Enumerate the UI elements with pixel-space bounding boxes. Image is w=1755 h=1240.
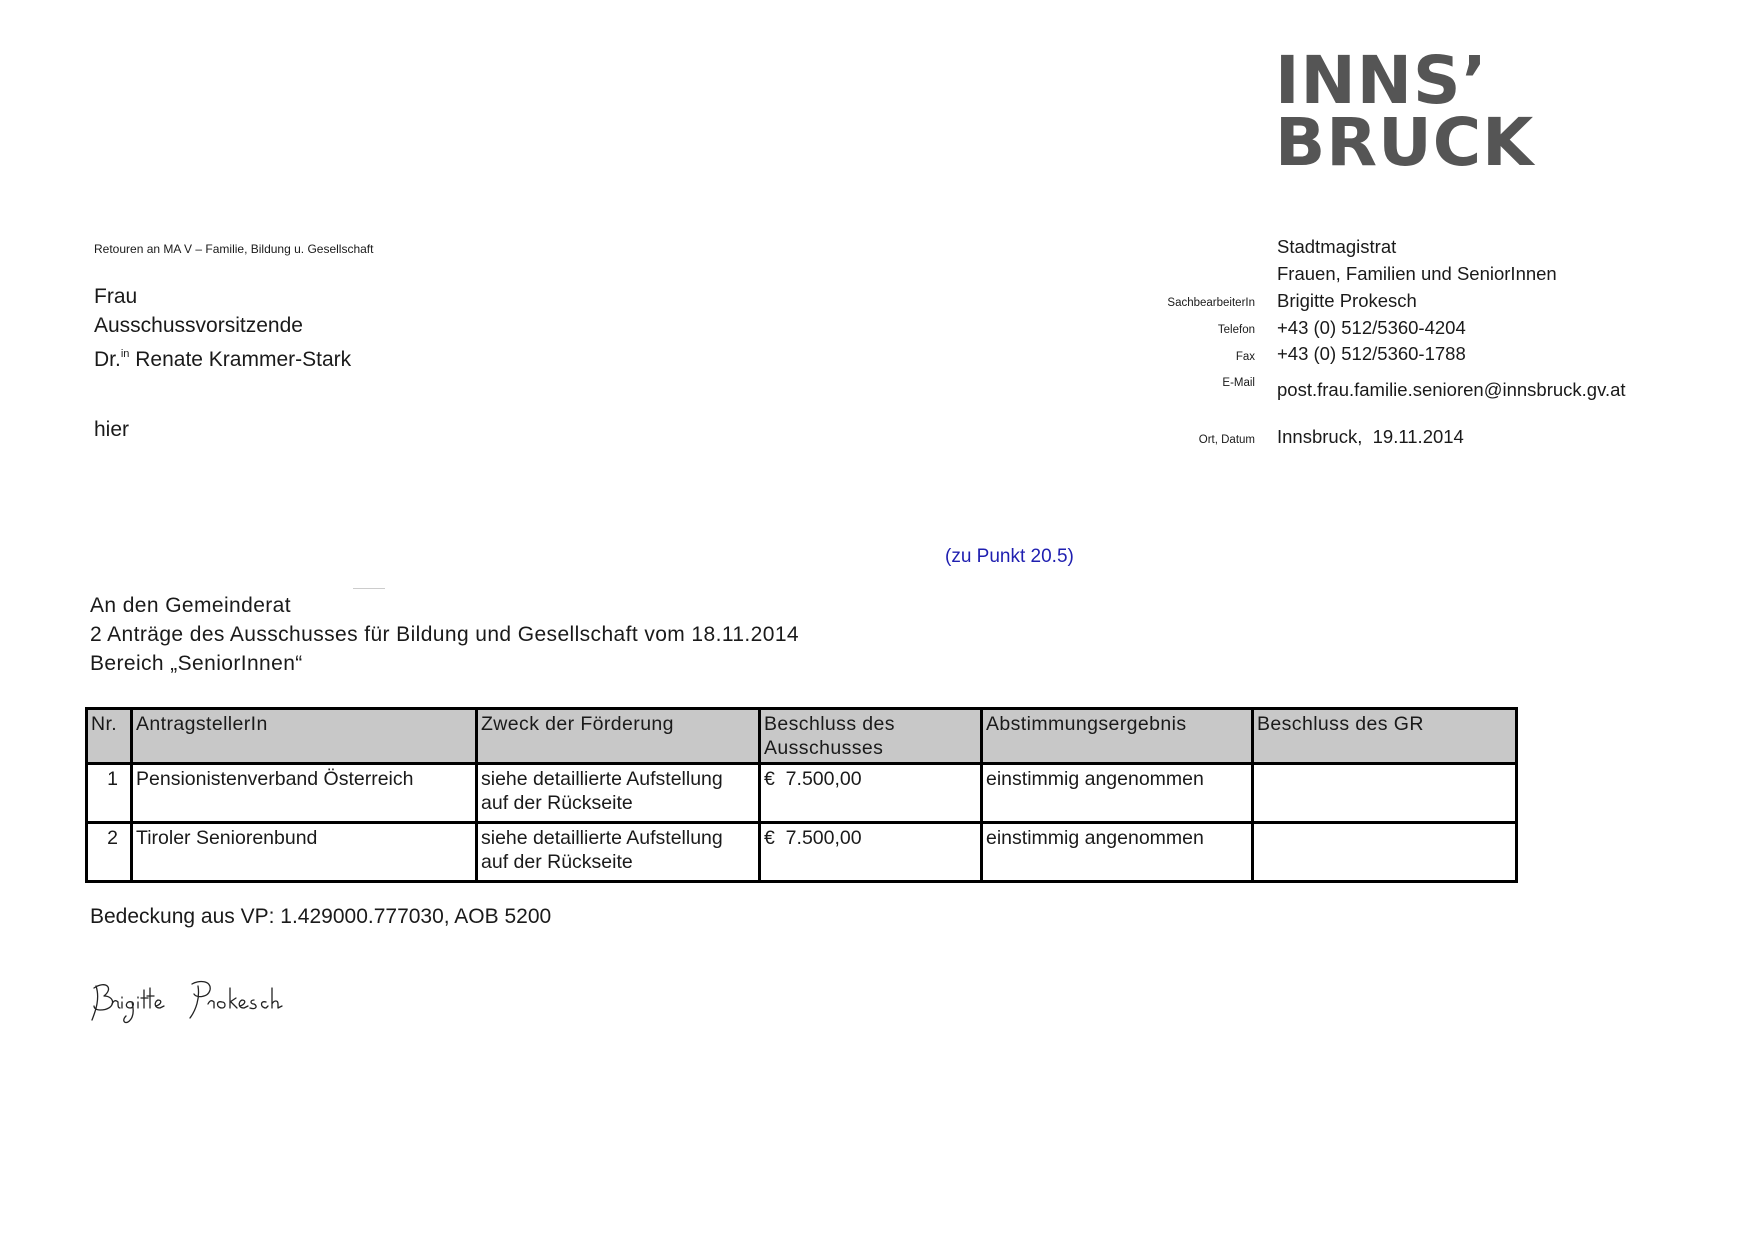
table-row [87,764,1517,823]
email-label: E-Mail [1222,377,1255,389]
header-applicant: AntragstellerIn [132,709,477,764]
cell-council [1253,823,1517,882]
fax-label: Fax [1235,351,1255,363]
header-committee-line-2: Ausschusses [764,737,884,759]
recipient-block [94,282,351,374]
recipient-role: Ausschussvorsitzende [94,314,303,337]
cell-purpose-line-2: auf der Rückseite [481,792,633,814]
cell-purpose [477,764,760,823]
cell-council [1253,764,1517,823]
recipient-title-sup: in [120,348,130,360]
clerk-label: SachbearbeiterIn [1167,297,1255,309]
faint-mark [353,588,385,589]
cell-nr: 1 [87,764,132,823]
logo-line-2: BRUCK [1275,104,1535,181]
cell-applicant: Pensionistenverband Österreich [132,764,477,823]
place-date-label: Ort, Datum [1198,434,1255,446]
cell-vote: einstimmig angenommen [982,764,1253,823]
recipient-name-line [94,340,351,374]
cell-purpose-line-1: siehe detaillierte Aufstellung [481,768,723,790]
sender-department: Frauen, Familien und SeniorInnen [1277,263,1557,284]
cell-nr: 2 [87,823,132,882]
innsbruck-logo [1275,42,1535,181]
header-committee-line-1: Beschluss des [764,713,895,735]
recipient-salutation: Frau [94,285,138,308]
point-reference: (zu Punkt 20.5) [945,546,1074,567]
cell-applicant: Tiroler Seniorenbund [132,823,477,882]
phone-label: Telefon [1217,324,1255,336]
signature-icon [88,978,288,1028]
header-council: Beschluss des GR [1253,709,1517,764]
phone-value: +43 (0) 512/5360-4204 [1277,317,1466,338]
applications-table [85,707,1518,883]
recipient-name: Renate Krammer-Stark [135,348,352,371]
subject-line-1: An den Gemeinderat [90,594,291,617]
return-address: Retouren an MA V – Familie, Bildung u. Gesellschaft [94,242,374,256]
subject-block [90,591,799,678]
sender-office: Stadtmagistrat [1277,236,1397,257]
cell-purpose-line-1: siehe detaillierte Aufstellung [481,827,723,849]
header-nr: Nr. [87,709,132,764]
subject-line-3: Bereich „SeniorInnen“ [90,652,303,675]
recipient-hier: hier [94,418,130,441]
table-header-row [87,709,1517,764]
signature [88,978,288,1033]
fax-value: +43 (0) 512/5360-1788 [1277,343,1466,364]
table-row [87,823,1517,882]
place-date-value: Innsbruck, 19.11.2014 [1277,426,1464,447]
cell-purpose [477,823,760,882]
header-purpose: Zweck der Förderung [477,709,760,764]
subject-line-2: 2 Anträge des Ausschusses für Bildung und Gesellschaft vom 18.11.2014 [90,623,799,646]
cell-amount: € 7.500,00 [760,823,982,882]
cell-purpose-line-2: auf der Rückseite [481,851,633,873]
logo-line-1: INNS’ [1275,42,1488,119]
header-committee [760,709,982,764]
cell-amount: € 7.500,00 [760,764,982,823]
header-vote: Abstimmungsergebnis [982,709,1253,764]
coverage-line: Bedeckung aus VP: 1.429000.777030, AOB 5200 [90,905,552,928]
clerk-name: Brigitte Prokesch [1277,290,1417,311]
cell-vote: einstimmig angenommen [982,823,1253,882]
email-value: post.frau.familie.senioren@innsbruck.gv.at [1277,379,1626,400]
recipient-title-prefix: Dr. [94,348,121,371]
